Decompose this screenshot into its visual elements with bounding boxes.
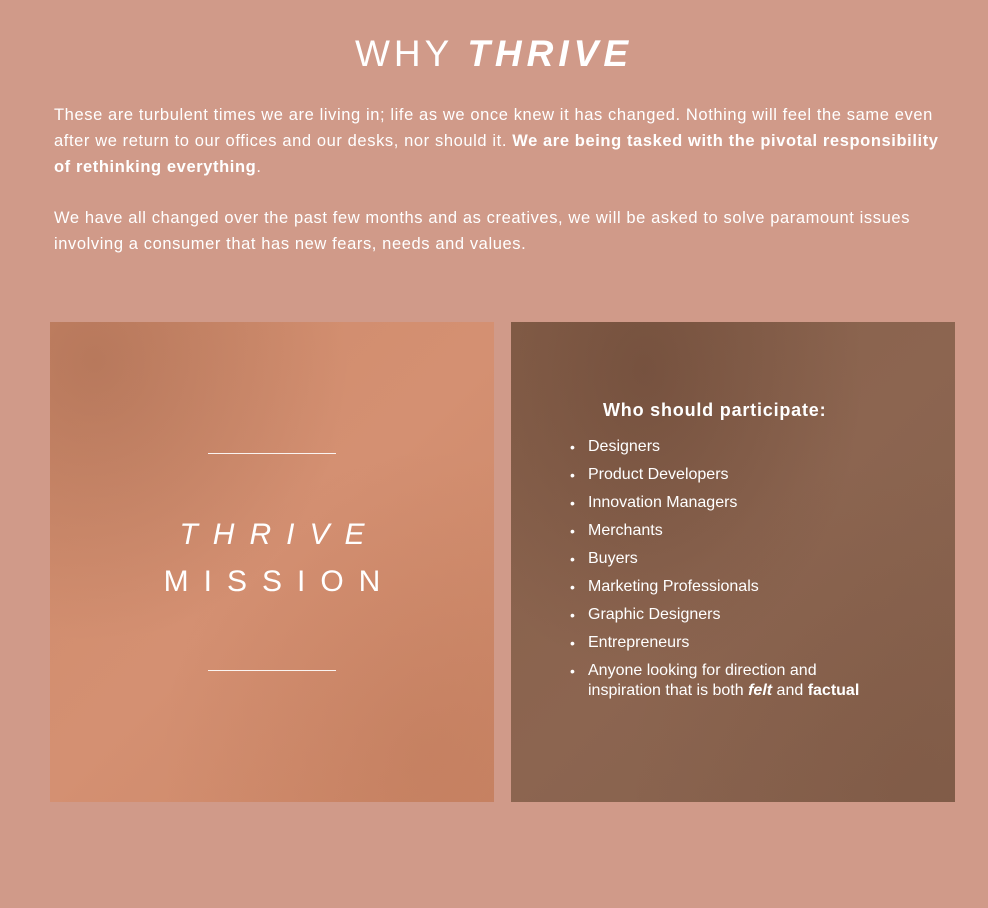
bullet-icon: • — [570, 551, 575, 567]
divider-bottom — [208, 670, 336, 671]
line2-pre: inspiration that is both — [588, 682, 749, 699]
heading-bold: THRIVE — [467, 33, 633, 74]
list-item-label: Entrepreneurs — [588, 634, 690, 651]
heading-light: WHY — [354, 33, 454, 74]
list-item-label-line-2 — [588, 681, 940, 701]
list-item — [570, 633, 940, 653]
intro-p1-end: . — [256, 158, 262, 176]
list-item-label: Marketing Professionals — [588, 578, 759, 595]
line2-mid: and — [772, 682, 808, 699]
list-item — [570, 437, 940, 457]
list-item-label-line-1: Anyone looking for direction and — [588, 662, 817, 679]
list-item — [570, 577, 940, 597]
intro-paragraph-2: We have all changed over the past few months and as creatives, we will be asked to solve paramount issues involving a consumer that has new fears, needs and values. — [54, 209, 911, 253]
bullet-icon: • — [570, 635, 575, 651]
list-item — [570, 549, 940, 569]
mission-title-line-2: MISSION — [163, 565, 396, 598]
intro-p1-text: These are turbulent times we are living in; life as we once knew it has changed. Nothing will feel the same even after we return to our offices and our desks, nor should it. — [54, 106, 933, 150]
bullet-icon: • — [570, 579, 575, 595]
list-item — [570, 465, 940, 485]
bullet-icon: • — [570, 607, 575, 623]
list-item-label: Merchants — [588, 522, 663, 539]
list-item — [570, 521, 940, 541]
bullet-icon: • — [570, 439, 575, 455]
bullet-icon: • — [570, 663, 575, 679]
intro-p1-bold: We are being tasked with the pivotal responsibility of rethinking everything — [54, 132, 939, 176]
mission-title-line-1: THRIVE — [179, 518, 380, 551]
list-item-label: Product Developers — [588, 466, 729, 483]
intro-text — [54, 102, 944, 282]
list-item — [570, 605, 940, 625]
participate-panel — [511, 322, 955, 802]
list-item — [570, 493, 940, 513]
bullet-icon: • — [570, 467, 575, 483]
mission-panel — [50, 322, 494, 802]
participant-list — [570, 437, 940, 709]
list-item-label: Designers — [588, 438, 661, 455]
list-item-label: Buyers — [588, 550, 638, 567]
list-item-label: Innovation Managers — [588, 494, 738, 511]
bullet-icon: • — [570, 523, 575, 539]
divider-top — [208, 453, 336, 454]
list-item-label: Graphic Designers — [588, 606, 721, 623]
bullet-icon: • — [570, 495, 575, 511]
factual-emphasis: factual — [807, 682, 860, 699]
felt-emphasis: felt — [748, 682, 773, 699]
intro-paragraph-1 — [54, 102, 944, 180]
page-heading — [0, 32, 988, 76]
list-item — [570, 661, 940, 701]
participate-title: Who should participate: — [603, 400, 827, 420]
